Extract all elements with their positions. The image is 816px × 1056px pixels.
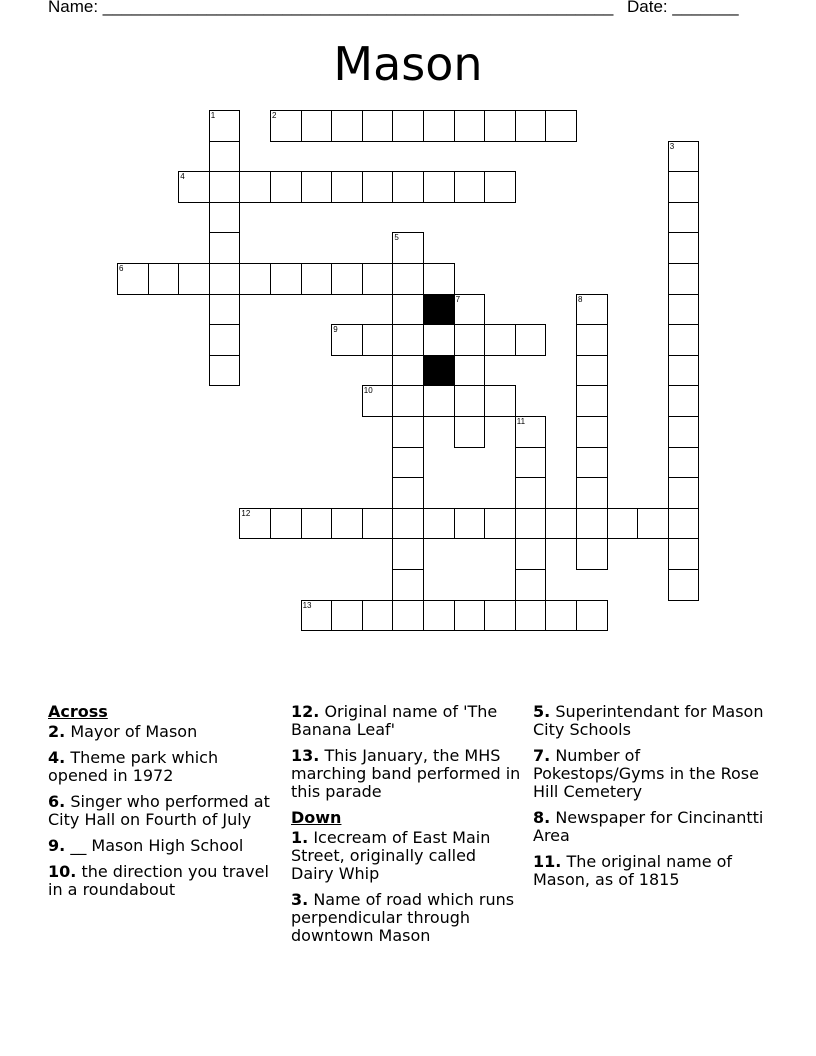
down-clue-list-continued [533, 703, 765, 889]
grid-cell[interactable] [392, 385, 424, 417]
grid-cell[interactable] [484, 508, 516, 540]
grid-cell[interactable] [392, 538, 424, 570]
grid-cell[interactable] [515, 110, 547, 142]
grid-cell[interactable] [301, 171, 333, 203]
grid-cell[interactable] [362, 263, 394, 295]
grid-cell[interactable] [331, 171, 363, 203]
grid-cell[interactable] [117, 263, 149, 295]
grid-cell[interactable] [668, 508, 700, 540]
grid-cell[interactable] [668, 447, 700, 479]
grid-cell[interactable] [484, 324, 516, 356]
across-clue-list-continued [291, 703, 523, 801]
grid-cell[interactable] [362, 171, 394, 203]
grid-cell[interactable] [545, 600, 577, 632]
clue-number-label: 2 [272, 111, 277, 120]
grid-cell[interactable] [576, 385, 608, 417]
grid-cell[interactable] [637, 508, 669, 540]
clue-number: 4. [48, 748, 66, 767]
clue-text: __ Mason High School [70, 836, 244, 855]
across-heading: Across [48, 702, 108, 721]
clue-item [48, 749, 280, 785]
grid-cell[interactable] [484, 385, 516, 417]
grid-cell[interactable] [454, 508, 486, 540]
grid-cell[interactable] [515, 508, 547, 540]
grid-cell[interactable] [209, 324, 241, 356]
grid-cell[interactable] [331, 324, 363, 356]
grid-cell[interactable] [178, 171, 210, 203]
clue-number: 2. [48, 722, 66, 741]
grid-cell[interactable] [209, 202, 241, 234]
grid-cell[interactable] [484, 600, 516, 632]
grid-cell[interactable] [454, 110, 486, 142]
clue-number-label: 11 [516, 417, 526, 426]
grid-cell[interactable] [392, 324, 424, 356]
date-field[interactable]: Date: _______ [627, 0, 739, 16]
clue-item [291, 703, 523, 739]
grid-cell[interactable] [545, 508, 577, 540]
clue-text: Name of road which runs perpendicular through downtown Mason [291, 890, 515, 945]
grid-cell[interactable] [239, 263, 271, 295]
grid-cell[interactable] [392, 232, 424, 264]
grid-cell[interactable] [576, 294, 608, 326]
grid-cell[interactable] [423, 600, 455, 632]
grid-cell[interactable] [209, 110, 241, 142]
clue-number-label: 4 [180, 172, 185, 182]
grid-cell[interactable] [392, 294, 424, 326]
grid-cell[interactable] [392, 171, 424, 203]
clue-item [533, 703, 765, 739]
grid-cell[interactable] [576, 477, 608, 509]
grid-cell[interactable] [239, 508, 271, 540]
grid-cell[interactable] [362, 600, 394, 632]
grid-cell[interactable] [668, 171, 700, 203]
grid-cell[interactable] [668, 569, 700, 601]
grid-cell[interactable] [515, 600, 547, 632]
grid-cell[interactable] [423, 171, 455, 203]
clue-number-label: 7 [455, 294, 461, 304]
clue-text: The original name of Mason, as of 1815 [533, 852, 733, 889]
clue-number: 9. [48, 836, 66, 855]
grid-cell[interactable] [668, 355, 700, 387]
grid-cell[interactable] [392, 263, 424, 295]
grid-cell[interactable] [331, 110, 363, 142]
clue-number: 6. [48, 792, 66, 811]
clue-number-label: 3 [669, 141, 675, 151]
grid-cell[interactable] [423, 263, 455, 295]
grid-cell[interactable] [362, 110, 394, 142]
grid-cell[interactable] [331, 263, 363, 295]
clue-item [291, 829, 523, 883]
black-cell [423, 355, 455, 387]
grid-cell[interactable] [239, 171, 271, 203]
grid-cell[interactable] [270, 263, 302, 295]
grid-cell[interactable] [668, 477, 700, 509]
clue-number: 7. [533, 746, 551, 765]
clue-item [291, 891, 523, 945]
grid-cell[interactable] [331, 508, 363, 540]
grid-cell[interactable] [484, 110, 516, 142]
grid-cell[interactable] [270, 508, 302, 540]
grid-cell[interactable] [454, 171, 486, 203]
grid-cell[interactable] [301, 508, 333, 540]
clue-number-label: 5 [394, 233, 399, 243]
grid-cell[interactable] [392, 569, 424, 601]
grid-cell[interactable] [209, 294, 241, 326]
grid-cell[interactable] [576, 508, 608, 540]
clue-item [48, 723, 280, 741]
puzzle-title: Mason [333, 37, 483, 91]
grid-cell[interactable] [362, 385, 394, 417]
grid-cell[interactable] [392, 477, 424, 509]
grid-cell[interactable] [454, 600, 486, 632]
clue-text: Mayor of Mason [70, 722, 198, 741]
grid-cell[interactable] [270, 110, 302, 142]
clue-number-label: 13 [302, 600, 312, 610]
clue-text: Theme park which opened in 1972 [48, 748, 219, 785]
grid-cell[interactable] [392, 600, 424, 632]
clue-item [533, 809, 765, 845]
clue-number: 5. [533, 702, 551, 721]
grid-cell[interactable] [392, 416, 424, 448]
grid-cell[interactable] [301, 600, 333, 632]
grid-cell[interactable] [454, 324, 486, 356]
grid-cell[interactable] [301, 263, 333, 295]
grid-cell[interactable] [423, 110, 455, 142]
grid-cell[interactable] [668, 141, 700, 173]
grid-cell[interactable] [301, 110, 333, 142]
clue-item [48, 793, 280, 829]
clue-number: 1. [291, 828, 309, 847]
grid-cell[interactable] [423, 324, 455, 356]
clue-column-1 [48, 703, 280, 907]
name-field[interactable]: Name: ______________________________________________________ [48, 0, 614, 16]
grid-cell[interactable] [576, 416, 608, 448]
clue-text: Newspaper for Cincinantti Area [533, 808, 764, 845]
grid-cell[interactable] [423, 385, 455, 417]
grid-cell[interactable] [576, 447, 608, 479]
grid-cell[interactable] [392, 110, 424, 142]
grid-cell[interactable] [515, 324, 547, 356]
grid-cell[interactable] [576, 324, 608, 356]
clue-number: 8. [533, 808, 551, 827]
clue-text: Singer who performed at City Hall on Fourth of July [48, 792, 270, 829]
grid-cell[interactable] [515, 477, 547, 509]
clue-number-label: 6 [119, 264, 124, 273]
grid-cell[interactable] [515, 538, 547, 570]
grid-cell[interactable] [209, 232, 241, 264]
grid-cell[interactable] [576, 538, 608, 570]
grid-cell[interactable] [484, 171, 516, 203]
clue-column-3 [533, 703, 765, 897]
across-clue-list [48, 723, 280, 899]
grid-cell[interactable] [454, 385, 486, 417]
grid-cell[interactable] [515, 447, 547, 479]
grid-cell[interactable] [423, 508, 455, 540]
grid-cell[interactable] [454, 355, 486, 387]
grid-cell[interactable] [607, 508, 639, 540]
clue-number-label: 8 [578, 294, 583, 304]
grid-cell[interactable] [668, 324, 700, 356]
grid-cell[interactable] [515, 569, 547, 601]
grid-cell[interactable] [454, 416, 486, 448]
grid-cell[interactable] [392, 508, 424, 540]
grid-cell[interactable] [668, 538, 700, 570]
grid-cell[interactable] [392, 355, 424, 387]
grid-cell[interactable] [392, 447, 424, 479]
clue-text: Number of Pokestops/Gyms in the Rose Hill Cemetery [533, 746, 759, 801]
grid-cell[interactable] [454, 294, 486, 326]
clue-text: the direction you travel in a roundabout [48, 862, 269, 899]
grid-cell[interactable] [209, 141, 241, 173]
clue-number: 10. [48, 862, 77, 881]
grid-cell[interactable] [209, 263, 241, 295]
grid-cell[interactable] [576, 355, 608, 387]
clue-text: Icecream of East Main Street, originally called Dairy Whip [291, 828, 491, 883]
clue-item [48, 863, 280, 899]
clue-item [533, 853, 765, 889]
clue-number: 3. [291, 890, 309, 909]
clue-item [291, 747, 523, 801]
clue-number: 11. [533, 852, 562, 871]
clue-number-label: 1 [210, 111, 216, 120]
clue-item [533, 747, 765, 801]
down-heading: Down [291, 808, 342, 827]
grid-cell[interactable] [331, 600, 363, 632]
clue-text: Original name of 'The Banana Leaf' [291, 702, 498, 739]
clue-number-label: 9 [333, 325, 338, 335]
grid-cell[interactable] [148, 263, 180, 295]
grid-cell[interactable] [576, 600, 608, 632]
grid-cell[interactable] [668, 202, 700, 234]
clue-number: 13. [291, 746, 320, 765]
grid-cell[interactable] [515, 416, 547, 448]
grid-cell[interactable] [668, 385, 700, 417]
grid-cell[interactable] [209, 355, 241, 387]
grid-cell[interactable] [362, 324, 394, 356]
clue-number-label: 10 [363, 386, 373, 396]
clue-number: 12. [291, 702, 320, 721]
grid-cell[interactable] [668, 263, 700, 295]
grid-cell[interactable] [178, 263, 210, 295]
grid-cell[interactable] [545, 110, 577, 142]
black-cell [423, 294, 455, 326]
grid-cell[interactable] [668, 232, 700, 264]
clue-text: This January, the MHS marching band performed in this parade [291, 746, 521, 801]
grid-cell[interactable] [270, 171, 302, 203]
clue-item [48, 837, 280, 855]
grid-cell[interactable] [668, 294, 700, 326]
grid-cell[interactable] [668, 416, 700, 448]
clue-number-label: 12 [241, 508, 251, 518]
down-clue-list [291, 829, 523, 945]
grid-cell[interactable] [209, 171, 241, 203]
clue-text: Superintendant for Mason City Schools [533, 702, 764, 739]
grid-cell[interactable] [362, 508, 394, 540]
clue-column-2 [291, 703, 523, 953]
